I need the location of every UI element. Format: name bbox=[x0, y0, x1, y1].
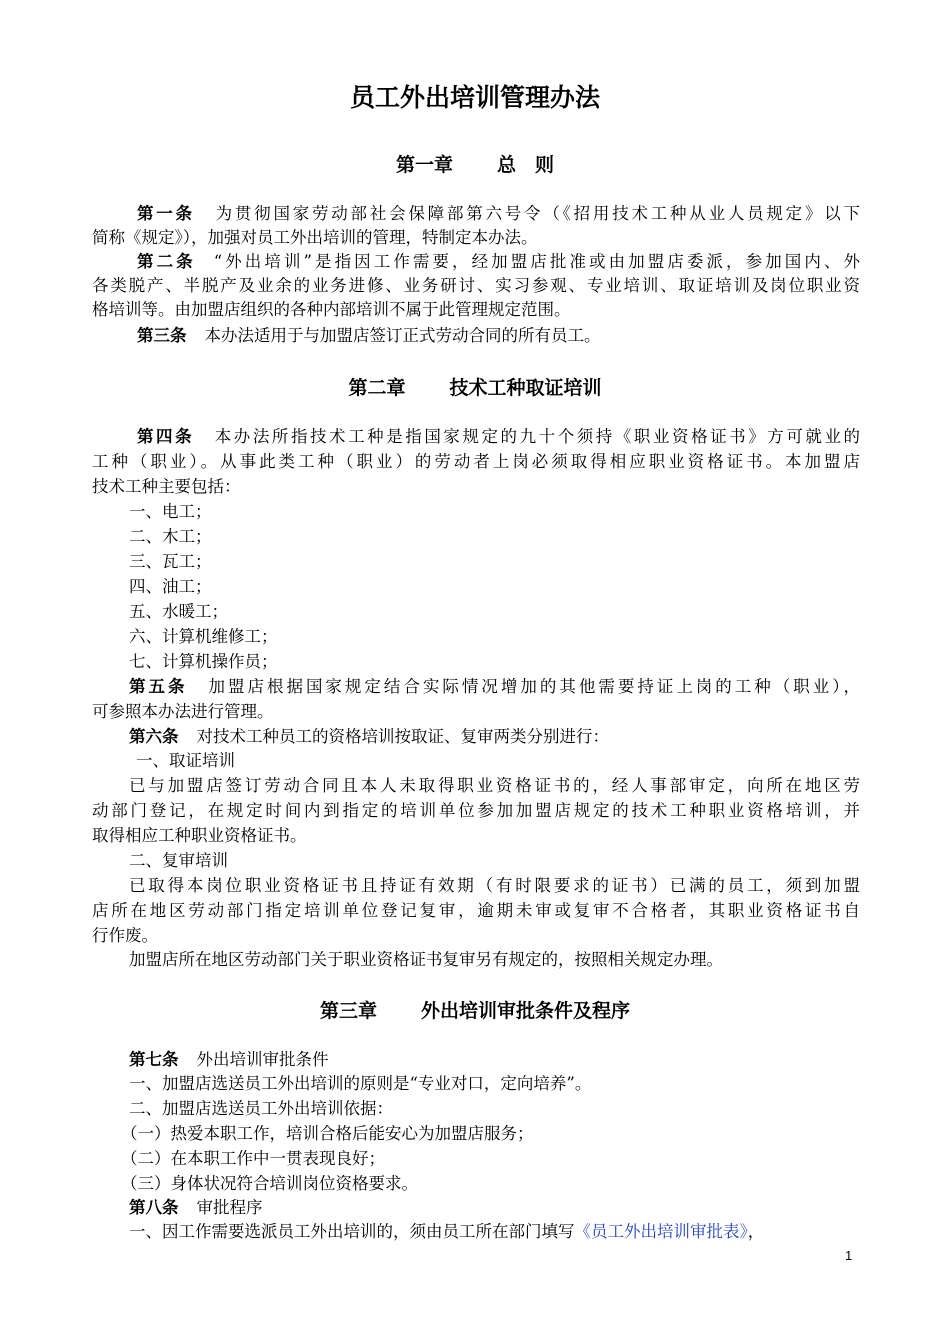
article-4-line-2: 工种（职业）。从事此类工种（职业）的劳动者上岗必须取得相应职业资格证书。本加盟店 bbox=[92, 452, 860, 471]
article-2-line-2: 各类脱产、半脱产及业余的业务进修、业务研讨、实习参观、专业培训、取证培训及岗位职业资 bbox=[92, 276, 860, 295]
article-1-line-2: 简称《规定》），加强对员工外出培训的管理，特制定本办法。 bbox=[92, 228, 538, 247]
article-6-section-1-line-2: 动部门登记，在规定时间内到指定的培训单位参加加盟店规定的技术工种职业资格培训，并 bbox=[92, 801, 860, 820]
article-7-line-1: 第七条 外出培训审批条件 bbox=[129, 1050, 329, 1069]
chapter-2-heading bbox=[0, 373, 950, 400]
chapter-1-name: 总 则 bbox=[497, 154, 555, 176]
article-4-line-1: 第四条 本办法所指技术工种是指国家规定的九十个须持《职业资格证书》方可就业的 bbox=[137, 427, 861, 446]
list-item: 六、计算机维修工； bbox=[129, 627, 278, 646]
article-6-section-1-line-3: 取得相应工种职业资格证书。 bbox=[92, 826, 307, 845]
article-2-line-1: 第二条 “外出培训”是指因工作需要，经加盟店批准或由加盟店委派，参加国内、外 bbox=[137, 252, 860, 271]
article-5-label: 第五条 bbox=[129, 677, 188, 696]
document-title: 员工外出培训管理办法 bbox=[349, 83, 600, 112]
list-item: 七、计算机操作员； bbox=[129, 652, 278, 671]
list-item: 四、油工； bbox=[129, 577, 212, 596]
article-8-point-1: 一、因工作需要选派员工外出培训的，须由员工所在部门填写《员工外出培训审批表》， bbox=[129, 1222, 765, 1241]
article-3-label: 第三条 bbox=[137, 326, 187, 345]
article-3-line-1: 第三条 本办法适用于与加盟店签订正式劳动合同的所有员工。 bbox=[137, 326, 601, 345]
chapter-1-number: 第一章 bbox=[395, 154, 453, 176]
article-6-label: 第六条 bbox=[129, 727, 179, 746]
article-6-section-1-line-1: 已与加盟店签订劳动合同且本人未取得职业资格证书的，经人事部审定，向所在地区劳 bbox=[129, 776, 860, 795]
article-1-line-1: 第一条 为贯彻国家劳动部社会保障部第六号令（《招用技术工种从业人员规定》以下 bbox=[137, 204, 861, 223]
chapter-3-heading bbox=[0, 996, 950, 1023]
article-6-line-1: 第六条 对技术工种员工的资格培训按取证、复审两类分别进行： bbox=[129, 727, 609, 746]
approval-form-link[interactable]: 《员工外出培训审批表》 bbox=[574, 1222, 748, 1241]
article-6-section-2-title: 二、复审培训 bbox=[129, 851, 228, 870]
list-item: 一、电工； bbox=[129, 502, 212, 521]
article-7-point-1: 一、加盟店选送员工外出培训的原则是“专业对口，定向培养”。 bbox=[129, 1074, 592, 1093]
article-7-label: 第七条 bbox=[129, 1050, 179, 1069]
article-1-label: 第一条 bbox=[137, 204, 195, 223]
article-2-label: 第二条 bbox=[137, 252, 196, 271]
chapter-2-number: 第二章 bbox=[348, 377, 406, 399]
chapter-3-number: 第三章 bbox=[319, 1000, 377, 1022]
chapter-3-name: 外出培训审批条件及程序 bbox=[421, 1000, 631, 1022]
article-6-section-1-title: 一、取证培训 bbox=[136, 751, 235, 770]
article-8-label: 第八条 bbox=[129, 1198, 179, 1217]
article-8-line-1: 第八条 审批程序 bbox=[129, 1198, 263, 1217]
article-5-line-1: 第五条 加盟店根据国家规定结合实际情况增加的其他需要持证上岗的工种（职业）， bbox=[129, 677, 861, 696]
list-item: 二、木工； bbox=[129, 527, 212, 546]
list-item: 三、瓦工； bbox=[129, 552, 212, 571]
article-7-criterion-3: （三）身体状况符合培训岗位资格要求。 bbox=[121, 1174, 418, 1193]
article-2-line-3: 格培训等。由加盟店组织的各种内部培训不属于此管理规定范围。 bbox=[92, 300, 571, 319]
article-7-criterion-1: （一）热爱本职工作，培训合格后能安心为加盟店服务； bbox=[121, 1124, 534, 1143]
article-7-criterion-2: （二）在本职工作中一贯表现良好； bbox=[121, 1149, 385, 1168]
article-6-section-2-line-1: 已取得本岗位职业资格证书且持证有效期（有时限要求的证书）已满的员工，须到加盟 bbox=[129, 876, 860, 895]
article-7-point-2: 二、加盟店选送员工外出培训依据： bbox=[129, 1099, 393, 1118]
article-4-label: 第四条 bbox=[137, 427, 195, 446]
page-number: 1 bbox=[845, 1248, 853, 1263]
chapter-1-heading bbox=[0, 150, 950, 177]
article-6-section-2-line-3: 行作废。 bbox=[92, 926, 158, 945]
article-4-line-3: 技术工种主要包括： bbox=[92, 477, 241, 496]
article-6-section-2-line-2: 店所在地区劳动部门指定培训单位登记复审，逾期未审或复审不合格者，其职业资格证书自 bbox=[92, 901, 860, 920]
chapter-2-name: 技术工种取证培训 bbox=[449, 377, 602, 399]
article-5-line-2: 可参照本办法进行管理。 bbox=[92, 702, 274, 721]
article-6-note: 加盟店所在地区劳动部门关于职业资格证书复审另有规定的，按照相关规定办理。 bbox=[129, 950, 723, 969]
list-item: 五、水暖工； bbox=[129, 602, 228, 621]
